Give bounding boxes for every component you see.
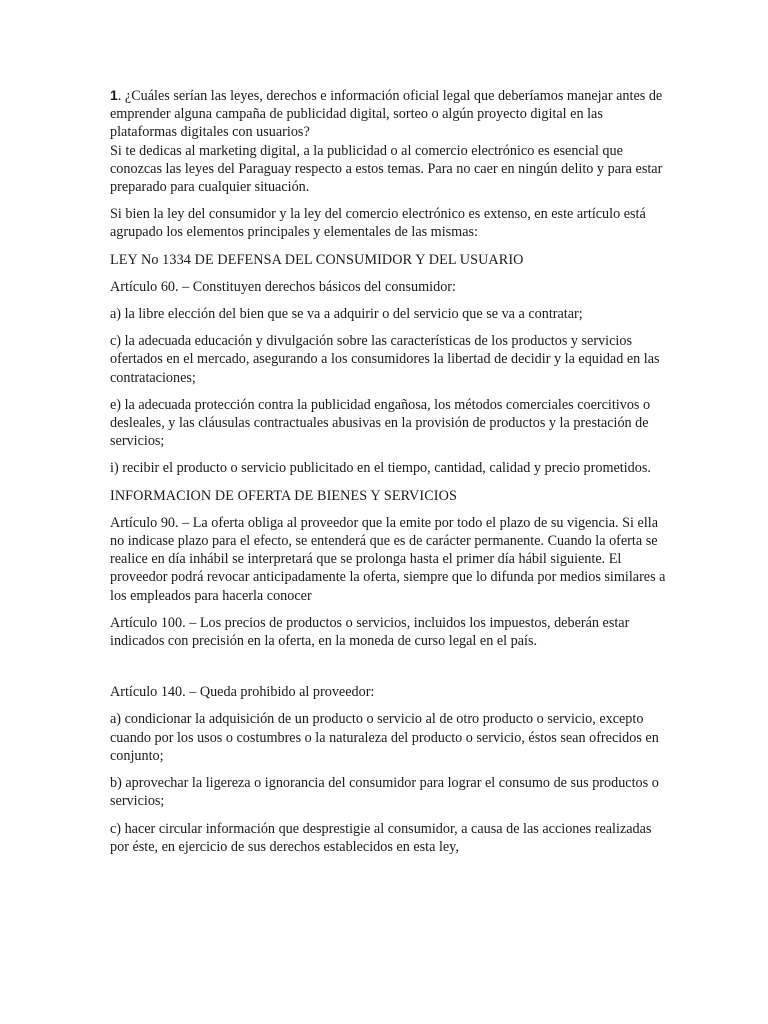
blank-line: [110, 659, 666, 683]
article-10: Artículo 100. – Los precios de productos o servicios, incluidos los impuestos, deberán estar indicados con precisión en la oferta, en la moneda de curso legal en el país.: [110, 614, 630, 650]
article-9: Artículo 90. – La oferta obliga al proveedor que la emite por todo el plazo de su vigencia. Si ella no indicase plazo para el efecto, se entenderá que es de carácter permanente. Cuando la oferta se realice en día inhábil se interpretará que se prolonga hasta el primer día hábil siguiente. El proveedor podrá revocar anticipadamente la oferta, siempre que lo difunda por medios similares a los empleados para hacerla conocer: [110, 514, 666, 604]
article-14-heading: Artículo 140. – Queda prohibido al proveedor:: [110, 684, 375, 701]
intro-paragraph: Si te dedicas al marketing digital, a la publicidad o al comercio electrónico es esencial que conozcas las leyes del Paraguay respecto a estos temas. Para no caer en ningún delito y para estar preparado para cualquier situación.: [110, 142, 663, 196]
question-number: 1: [110, 87, 118, 103]
article-6-item-e: e) la adecuada protección contra la publicidad engañosa, los métodos comerciales coercitivos o desleales, y las cláusulas contractuales abusivas en la provisión de productos y la prestación de servicios;: [110, 396, 651, 450]
article-14-item-c: c) hacer circular información que desprestigie al consumidor, a causa de las acciones realizadas por éste, en ejercicio de sus derechos establecidos en esta ley,: [110, 820, 652, 855]
article-6-heading: Artículo 60. – Constituyen derechos básicos del consumidor:: [110, 278, 456, 295]
article-14-item-b: b) aprovechar la ligereza o ignorancia del consumidor para lograr el consumo de sus productos o servicios;: [110, 775, 659, 810]
document-page: [110, 86, 666, 865]
question-paragraph: [110, 86, 666, 142]
summary-paragraph: Si bien la ley del consumidor y la ley del comercio electrónico es extenso, en este artículo está agrupado los elementos principales y elementales de las mismas:: [110, 206, 646, 241]
article-6-item-a: a) la libre elección del bien que se va a adquirir o del servicio que se va a contratar;: [110, 306, 583, 323]
article-14-item-a: a) condicionar la adquisición de un producto o servicio al de otro producto o servicio, excepto cuando por los usos o costumbres o la naturaleza del producto o servicio, éstos sean ofrecidos en conjunto;: [110, 711, 659, 764]
article-6-item-i: i) recibir el producto o servicio publicitado en el tiempo, cantidad, calidad y precio prometidos.: [110, 460, 651, 477]
law-title: LEY No 1334 DE DEFENSA DEL CONSUMIDOR Y DEL USUARIO: [110, 251, 524, 268]
question-text: . ¿Cuáles serían las leyes, derechos e información oficial legal que deberíamos manejar antes de emprender alguna campaña de publicidad digital, sorteo o algún proyecto digital en las plataformas digitales con usuarios?: [110, 88, 663, 141]
article-6-item-c: c) la adecuada educación y divulgación sobre las características de los productos y servicios ofertados en el mercado, asegurando a los consumidores la libertad de decidir y la equidad en las contrataciones;: [110, 333, 660, 386]
offer-section-title: INFORMACION DE OFERTA DE BIENES Y SERVICIOS: [110, 487, 457, 504]
